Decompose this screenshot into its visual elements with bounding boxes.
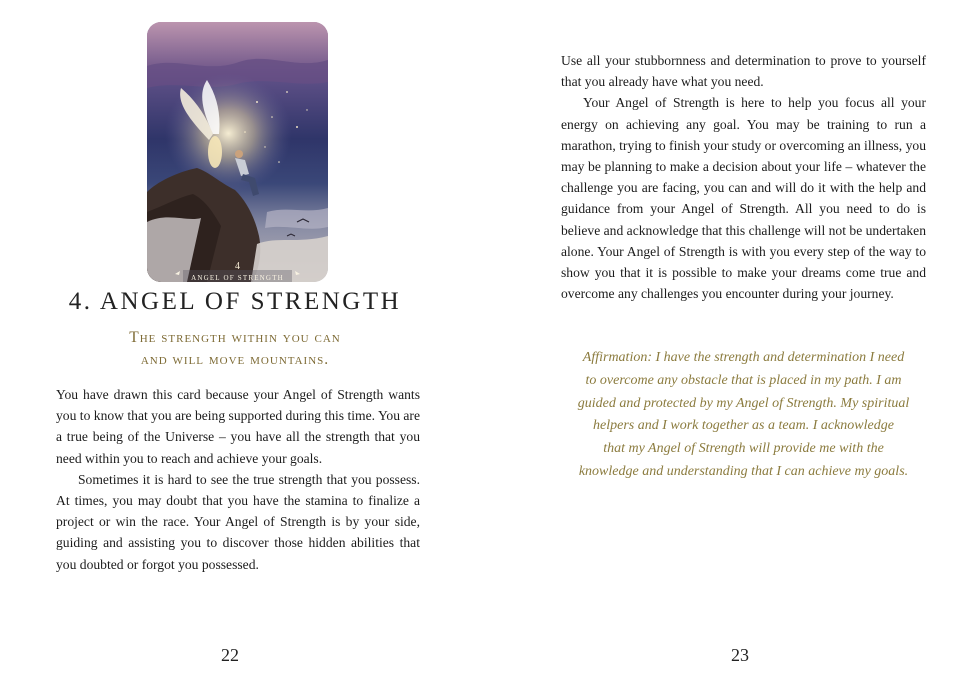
subtitle-line: and will move mountains. — [140, 351, 330, 368]
angel-card-illustration — [147, 22, 328, 282]
affirmation-line: Affirmation: I have the strength and determination I need — [582, 350, 905, 365]
right-body-text — [561, 50, 926, 304]
paragraph: Sometimes it is hard to see the true strength that you possess. At times, you may doubt that you have the stamina to finalize a project or win the race. Your Angel of Strength is by your side, guiding and assisting you to discover those hidden abilities that you doubted or forgot you possessed. — [56, 471, 420, 572]
paragraph: Your Angel of Strength is here to help you focus all your energy on achieving any goal. You may be training to run a marathon, trying to finish your study or overcoming an illness, you may be planning to make a decision about your life – whatever the challenge you are facing, you can and will do it with the help and guidance from your Angel of Strength. All you need to do is believe and acknowledge that this challenge will not be undertaken alone. Your Angel of Strength is with you every step of the way to show you that it is possible to make your dreams come true and overcome any challenges you encounter during your journey. — [561, 95, 927, 302]
affirmation-line: to overcome any obstacle that is placed in my path. I am — [585, 372, 902, 388]
affirmation-line: knowledge and understanding that I can achieve my goals. — [578, 463, 909, 479]
right-page — [490, 0, 980, 697]
paragraph: You have drawn this card because your Angel of Strength wants you to know that you are being supported during this time. You are a true being of the Universe – you have all the strength that you need within you to reach and achieve your goals. — [56, 387, 420, 466]
subtitle-line: The strength within you can — [129, 329, 341, 346]
card-number: 4 — [235, 261, 240, 272]
affirmation-line: guided and protected by my Angel of Strength. My spiritual — [577, 395, 910, 411]
page-number: 23 — [731, 645, 749, 665]
chapter-subtitle — [40, 327, 430, 371]
card-label: ANGEL OF STRENGTH — [191, 274, 284, 282]
chapter-title: 4. ANGEL OF STRENGTH — [68, 288, 402, 315]
affirmation-line: helpers and I work together as a team. I acknowledge — [593, 418, 894, 434]
page-number: 22 — [221, 645, 239, 665]
paragraph: Use all your stubbornness and determination to prove to yourself that you already have what you need. — [561, 53, 926, 90]
card-artwork — [147, 22, 328, 282]
left-body-text — [56, 384, 420, 575]
affirmation — [561, 347, 926, 484]
affirmation-line: that my Angel of Strength will provide me with the — [603, 441, 884, 457]
